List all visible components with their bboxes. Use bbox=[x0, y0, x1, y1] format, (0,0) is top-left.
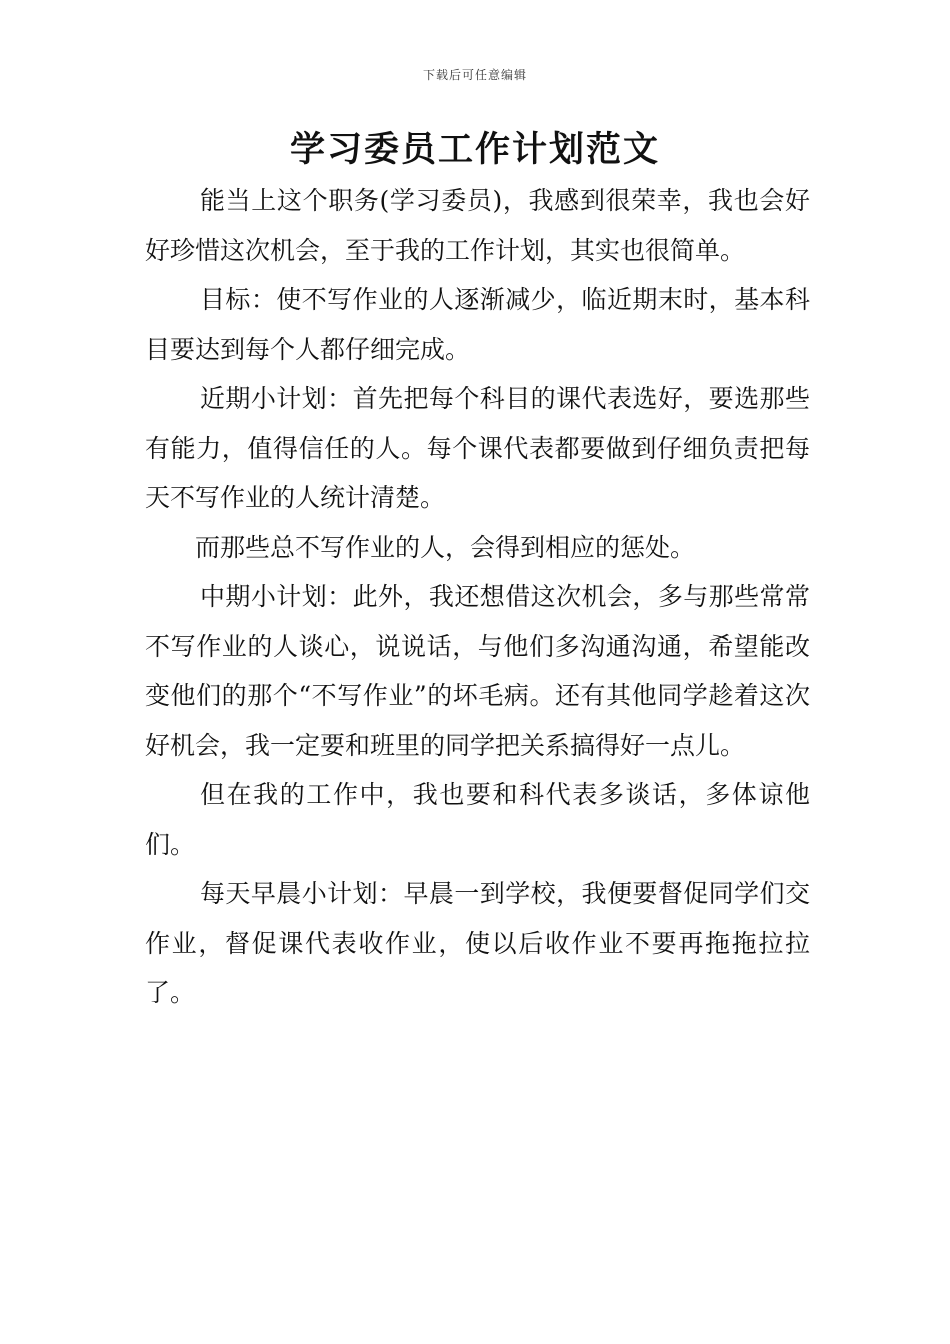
document-title: 学习委员工作计划范文 bbox=[289, 130, 660, 170]
paragraph-penalty: 而那些总不写作业的人，会得到相应的惩处。 bbox=[195, 532, 696, 562]
header-note: 下载后可任意编辑 bbox=[422, 68, 527, 82]
paragraph-work-note: 但在我的工作中，我也要和科代表多谈话，多体谅他们。 bbox=[145, 780, 810, 859]
document-body bbox=[145, 176, 810, 1018]
paragraph-morning-plan: 每天早晨小计划：早晨一到学校，我便要督促同学们交作业，督促课代表收作业，使以后收作业不要再拖拖拉拉了。 bbox=[145, 879, 810, 1007]
paragraph-intro: 能当上这个职务(学习委员)，我感到很荣幸，我也会好好珍惜这次机会，至于我的工作计划，其实也很简单。 bbox=[145, 186, 810, 265]
paragraph-mid-term-plan: 中期小计划：此外，我还想借这次机会，多与那些常常不写作业的人谈心，说说话，与他们多沟通沟通，希望能改变他们的那个“不写作业”的坏毛病。还有其他同学趁着这次好机会，我一定要和班里的同学把关系搞得好一点儿。 bbox=[145, 582, 810, 760]
paragraph-goal: 目标：使不写作业的人逐渐减少，临近期末时，基本科目要达到每个人都仔细完成。 bbox=[145, 285, 810, 364]
paragraph-short-term-plan: 近期小计划：首先把每个科目的课代表选好，要选那些有能力，值得信任的人。每个课代表都要做到仔细负责把每天不写作业的人统计清楚。 bbox=[145, 384, 810, 512]
